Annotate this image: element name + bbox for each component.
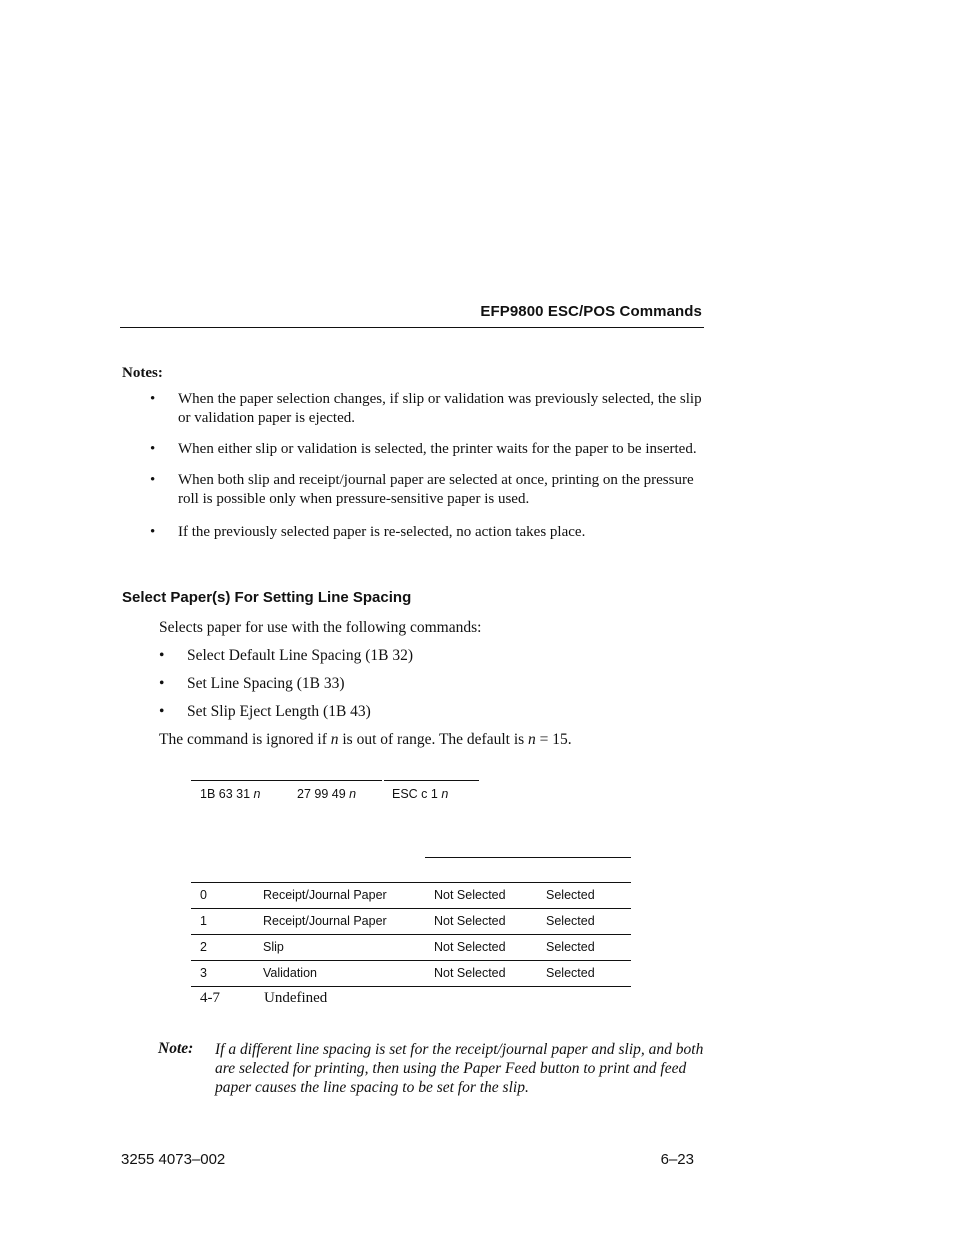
- command-item-text: Select Default Line Spacing (1B 32): [187, 647, 413, 664]
- command-item: [159, 674, 413, 702]
- table-cell-off: Not Selected: [434, 966, 506, 980]
- command-item-text: Set Line Spacing (1B 33): [187, 675, 345, 692]
- table-cell-off: Not Selected: [434, 914, 506, 928]
- table-row: [191, 882, 631, 908]
- code-ascii-text: ESC c 1: [392, 787, 442, 801]
- table-cell-paper: Receipt/Journal Paper: [263, 888, 387, 902]
- code-table-rule: [384, 780, 479, 781]
- command-item: [159, 702, 413, 730]
- notes-item: [150, 440, 710, 459]
- notes-item-text: When the paper selection changes, if slip or validation was previously selected, the slip or validation paper is ejected.: [178, 391, 702, 426]
- command-item-text: Set Slip Eject Length (1B 43): [187, 703, 371, 720]
- table-cell-off: Not Selected: [434, 888, 506, 902]
- footer-page-number: 6–23: [660, 1151, 694, 1168]
- table-cell-paper: Receipt/Journal Paper: [263, 914, 387, 928]
- table-header-rule: [425, 857, 631, 858]
- code-decimal: [297, 787, 356, 801]
- notes-item-text: When either slip or validation is selected, the printer waits for the paper to be inserted.: [178, 441, 697, 457]
- range-note: [159, 730, 572, 750]
- table-cell-n: 3: [200, 966, 207, 980]
- notes-item: [150, 471, 710, 509]
- table-cell-n: 1: [200, 914, 207, 928]
- notes-item: [150, 390, 710, 428]
- range-note-prefix: The command is ignored if: [159, 731, 331, 748]
- code-decimal-text: 27 99 49: [297, 787, 350, 801]
- page-header-title: EFP9800 ESC/POS Commands: [480, 303, 702, 320]
- notes-item: [150, 523, 710, 542]
- range-note-var: n: [330, 731, 339, 748]
- code-hex: [200, 787, 260, 801]
- notes-item-text: If the previously selected paper is re-selected, no action takes place.: [178, 524, 586, 540]
- footer-doc-number: 3255 4073–002: [121, 1151, 226, 1168]
- code-ascii: [392, 787, 448, 801]
- section-heading: Select Paper(s) For Setting Line Spacing: [122, 589, 412, 606]
- table-cell-on: Selected: [546, 940, 595, 954]
- bullet-icon: •: [159, 675, 165, 692]
- table-row: [191, 960, 631, 986]
- bullet-icon: •: [150, 441, 156, 457]
- table-cell-off: Not Selected: [434, 940, 506, 954]
- table-cell-undefined-label: Undefined: [264, 990, 328, 1006]
- command-list: [159, 646, 413, 730]
- code-table-rule: [191, 780, 382, 781]
- range-note-suffix: = 15.: [535, 731, 572, 748]
- code-var: n: [441, 787, 449, 801]
- range-note-middle: is out of range. The default is: [338, 731, 529, 748]
- table-cell-n: 2: [200, 940, 207, 954]
- note-label: Note:: [158, 1040, 194, 1057]
- table-cell-undefined-n: 4-7: [200, 990, 220, 1006]
- table-row: [191, 934, 631, 960]
- section-intro: Selects paper for use with the following commands:: [159, 619, 482, 636]
- table-rule: [191, 986, 631, 987]
- code-var: n: [349, 787, 357, 801]
- note-text: If a different line spacing is set for the receipt/journal paper and slip, and both are selected for printing, then using the Paper Feed button to print and feed paper causes the line spacing to be set for the slip.: [215, 1041, 704, 1096]
- notes-heading: Notes:: [122, 365, 163, 381]
- table-cell-on: Selected: [546, 888, 595, 902]
- range-note-var: n: [528, 731, 536, 748]
- notes-item-text: When both slip and receipt/journal paper are selected at once, printing on the pressure roll is possible only when pressure-sensitive paper is used.: [178, 472, 694, 507]
- notes-list: [150, 390, 710, 542]
- table-cell-paper: Validation: [263, 966, 317, 980]
- header-divider: [120, 327, 704, 328]
- command-item: [159, 646, 413, 674]
- code-var: n: [253, 787, 261, 801]
- code-hex-text: 1B 63 31: [200, 787, 254, 801]
- bullet-icon: •: [150, 472, 156, 488]
- bullet-icon: •: [159, 703, 165, 720]
- table-cell-n: 0: [200, 888, 207, 902]
- table-cell-on: Selected: [546, 914, 595, 928]
- table-cell-on: Selected: [546, 966, 595, 980]
- table-row: [191, 908, 631, 934]
- bullet-icon: •: [159, 647, 165, 664]
- bullet-icon: •: [150, 524, 156, 540]
- bullet-icon: •: [150, 391, 156, 407]
- table-cell-paper: Slip: [263, 940, 284, 954]
